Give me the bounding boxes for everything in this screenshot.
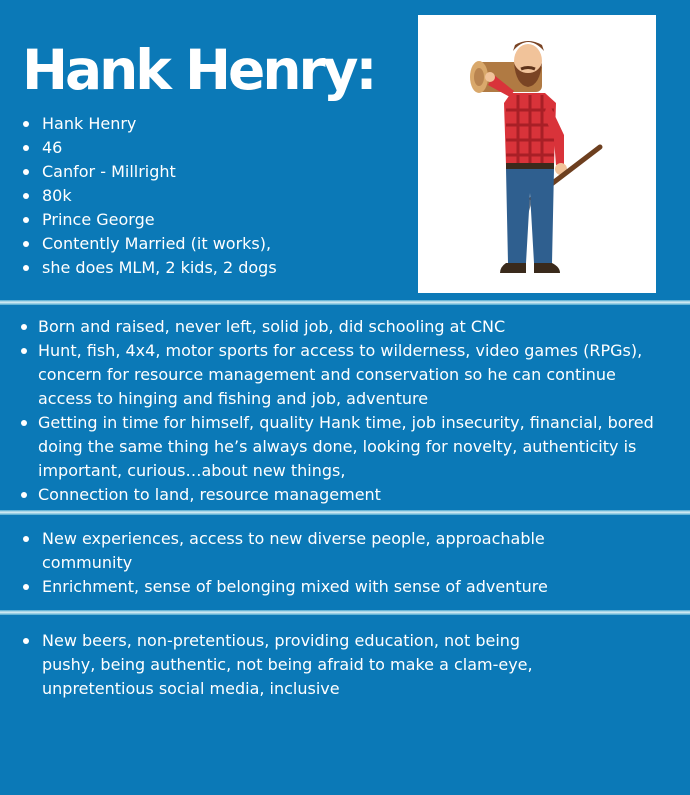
right-boot [534,263,560,273]
needs-list [22,527,592,599]
lumberjack-illustration [418,15,656,293]
persona-title: Hank Henry: [22,38,375,102]
wants-section [0,615,690,795]
background-item: Hunt, fish, 4x4, motor sports for access to wilderness, video games (RPGs), concern for resource management and conservation so he can continue access to hinging and fishing and job, adventure [20,339,670,411]
needs-item: New experiences, access to new diverse people, approachable community [22,527,592,575]
profile-item-name: Hank Henry [22,112,277,136]
needs-section [0,515,690,610]
profile-item-age: 46 [22,136,277,160]
profile-item-location: Prince George [22,208,277,232]
background-item: Getting in time for himself, quality Hank time, job insecurity, financial, bored doing the same thing he’s always done, looking for novelty, authenticity is important, curious…about new things, [20,411,670,483]
profile-item-family-details: she does MLM, 2 kids, 2 dogs [22,256,277,280]
background-list [20,315,670,507]
profile-item-job: Canfor - Millright [22,160,277,184]
profile-item-income: 80k [22,184,277,208]
background-item: Connection to land, resource management [20,483,670,507]
wants-list [22,629,562,701]
left-boot [500,263,526,273]
jeans [506,169,554,263]
persona-header-section [0,0,690,300]
background-item: Born and raised, never left, solid job, did schooling at CNC [20,315,670,339]
wants-item: New beers, non-pretentious, providing education, not being pushy, being authentic, not being afraid to make a clam-eye, unpretentious social media, inclusive [22,629,562,701]
background-section [0,305,690,510]
persona-photo [418,15,656,293]
profile-list [22,112,277,280]
profile-item-family: Contently Married (it works), [22,232,277,256]
needs-item: Enrichment, sense of belonging mixed with sense of adventure [22,575,592,599]
